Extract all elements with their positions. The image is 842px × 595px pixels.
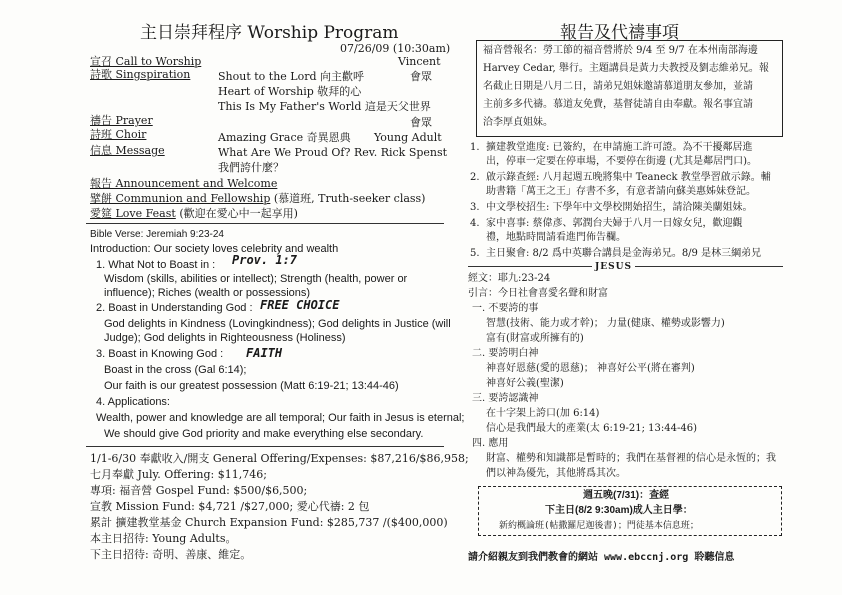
program-lead: 會眾 (410, 70, 432, 83)
outline-line: 三. 要誇認識神 (472, 393, 539, 404)
website-footer: 請介紹親友到我們教會的網站 www.ebccnj.org 聆聽信息 (468, 552, 735, 563)
box-line: 福音營報名：勞工節的福音營將於 9/4 至 9/7 在本州南部海邊 (483, 45, 758, 56)
outline-line: 二. 要誇明白神 (472, 348, 539, 359)
point-body: Wisdom (skills, abilities or intellect); Strength (health, power or (104, 273, 408, 285)
box-line: 洽李厚貞姐妹。 (483, 117, 553, 128)
finance-line: 七月奉獻 July. Offering: $11,746; (90, 468, 267, 481)
outline-line: 富有(財富或所擁有的) (486, 333, 584, 344)
point-body: God delights in Kindness (Lovingkindness); God delights in Justice (will (104, 318, 451, 330)
finance-line: 宣教 Mission Fund: $4,721 /$27,000; 愛心代禱: 2 包 (90, 500, 370, 513)
bible-verse: Bible Verse: Jeremiah 9:23-24 (90, 229, 224, 240)
list-item-number: 1. (470, 142, 480, 153)
schedule-line: 週五晚(7/31)：查經 (583, 490, 670, 501)
program-lead: Young Adult (374, 131, 442, 144)
program-item (90, 192, 425, 205)
program-item: 禱告 Prayer (90, 114, 153, 127)
divider (86, 446, 444, 447)
point-body: We should give God priority and make everything else secondary. (104, 428, 424, 440)
list-item: 出，停車一定要在停車場，不要停在街邊 (尤其是鄰居門口)。 (486, 156, 757, 167)
program-item-label: 擘餅 Communion and Fellowship (90, 192, 271, 205)
box-line: 名截止日期是八月二日，請弟兄姐妹邀請慕道朋友參加，並請 (483, 81, 753, 92)
list-item: 助書籍「萬王之王」存書不多，有意者請向蘇美惠姊妹登記。 (486, 186, 756, 197)
program-lead: Vincent (398, 55, 441, 68)
point-body: Judge); God delights in Righteousness (Holiness) (104, 332, 346, 344)
sermon-intro: Introduction: Our society loves celebrity and wealth (90, 243, 339, 255)
program-item (90, 177, 277, 190)
outline-line: 神喜好恩慈(愛的恩慈)； 神喜好公平(將在審判) (486, 363, 695, 374)
outline-line: 一. 不要誇的事 (472, 303, 539, 314)
jesus-banner: JESUS (592, 262, 635, 272)
list-item: 擴建教堂進度: 已簽約，在申請施工許可證。為不干擾鄰居進 (486, 142, 753, 153)
outline-line: 們以神為優先，其他將爲其次。 (486, 468, 626, 479)
list-item-number: 4. (470, 218, 480, 229)
finance-line: 下主日招待: 奇明、善康、維定。 (90, 548, 252, 561)
page-title: 主日崇拜程序 Worship Program (140, 23, 399, 43)
outline-line: 信心是我們最大的產業(太 6:19-21; 13:44-46) (486, 423, 698, 434)
point-body: influence); Riches (wealth or possessions) (104, 287, 311, 299)
outline-line: 引言：今日社會喜愛名聲和財富 (468, 288, 608, 299)
list-item: 啟示錄查經: 八月起週五晚將集中 Teaneck 教堂學習啟示錄。輔 (486, 172, 771, 183)
program-item (90, 207, 298, 220)
program-item-label: 愛筵 Love Feast (90, 207, 176, 220)
section-title: 報告及代禱事項 (560, 23, 679, 43)
outline-line: 四. 應用 (472, 438, 509, 449)
program-song: This Is My Father's World 這是天父世界 (218, 100, 431, 113)
schedule-line: 新約概論班(帖撒羅尼迦後書)；門徒基本信息班； (499, 521, 699, 531)
outline-line: 智慧(技術、能力或才幹)； 力量(健康、權勢或影響力) (486, 318, 725, 329)
program-item: 詩歌 Singspiration (90, 68, 191, 81)
handwritten-note: FREE CHOICE (260, 298, 340, 312)
finance-line: 專項: 福音營 Gospel Fund: $500/$6,500; (90, 484, 308, 497)
program-item: 詩班 Choir (90, 128, 147, 141)
outline-line: 在十字架上誇口(加 6:14) (486, 408, 600, 419)
service-datetime: 07/26/09 (10:30am) (340, 42, 451, 55)
program-item: 信息 Message (90, 144, 165, 157)
point-heading: 4. Applications: (96, 396, 170, 408)
list-item: 禮，地點時間請看進門佈告欄。 (486, 232, 626, 243)
announcement-box (476, 40, 783, 137)
program-song: Amazing Grace 奇異恩典 (218, 131, 351, 144)
program-note: (歡迎在愛心中一起享用) (179, 207, 298, 220)
divider (86, 223, 444, 224)
finance-line: 1/1-6/30 奉獻收入/開支 General Offering/Expenses: $87,216/$86,958; (90, 452, 469, 465)
program-song: What Are We Proud Of? (218, 146, 351, 159)
box-line: Harvey Cedar, 舉行。主題講員是黃力夫教授及劉志維弟兄。報 (483, 63, 769, 74)
program-lead: 會眾 (410, 116, 432, 129)
program-song: Heart of Worship 敬拜的心 (218, 85, 362, 98)
outline-line: 財富、權勢和知識都是暫時的；我們在基督裡的信心是永恆的；我 (486, 453, 776, 464)
handwritten-note: Prov. 1:7 (232, 253, 298, 267)
schedule-box (478, 486, 782, 536)
list-item-number: 2. (470, 172, 480, 183)
box-line: 主前多多代禱。慕道友免費，基督徒請自由奉獻。報名事宜請 (483, 99, 753, 110)
program-item: 宣召 Call to Worship (90, 55, 202, 68)
finance-line: 累計 擴建教堂基金 Church Expansion Fund: $285,737 /($400,000) (90, 516, 448, 529)
outline-line: 經文：耶九:23-24 (468, 273, 551, 284)
list-item: 中文學校招生: 下學年中文學校開始招生，請洽陳美蘭姐妹。 (486, 202, 753, 213)
point-body: Boast in the cross (Gal 6:14); (104, 364, 247, 376)
point-heading: 2. Boast in Understanding God : (96, 302, 253, 314)
program-lead: Rev. Rick Spenst (354, 146, 448, 159)
schedule-line: 下主日(8/2 9:30am)成人主日學： (545, 505, 693, 516)
list-item-number: 3. (470, 202, 480, 213)
point-body: Our faith is our greatest possession (Matt 6:19-21; 13:44-46) (104, 380, 399, 392)
point-body: Wealth, power and knowledge are all temporal; Our faith in Jesus is eternal; (96, 412, 465, 424)
list-item-number: 5. (470, 248, 480, 259)
program-song-zh: 我們誇什麼？ (218, 161, 284, 174)
program-song: Shout to the Lord 向主歡呼 (218, 70, 365, 83)
list-item: 主日聚會: 8/2 爲中英聯合講員是金海弟兄。8/9 是林三綱弟兄 (486, 248, 762, 259)
handwritten-note: FAITH (246, 346, 283, 360)
outline-line: 神喜好公義(聖潔) (486, 378, 564, 389)
point-heading: 1. What Not to Boast in : (96, 259, 216, 271)
point-heading: 3. Boast in Knowing God : (96, 348, 224, 360)
program-note: (慕道班, Truth-seeker class) (273, 192, 426, 205)
program-item-label: 報告 Announcement and Welcome (90, 177, 278, 190)
list-item: 家中喜事: 蔡偉彥、郭潤台夫婦于八月一日嫁女兒，歡迎觀 (486, 218, 743, 229)
finance-line: 本主日招待: Young Adults。 (90, 532, 237, 545)
